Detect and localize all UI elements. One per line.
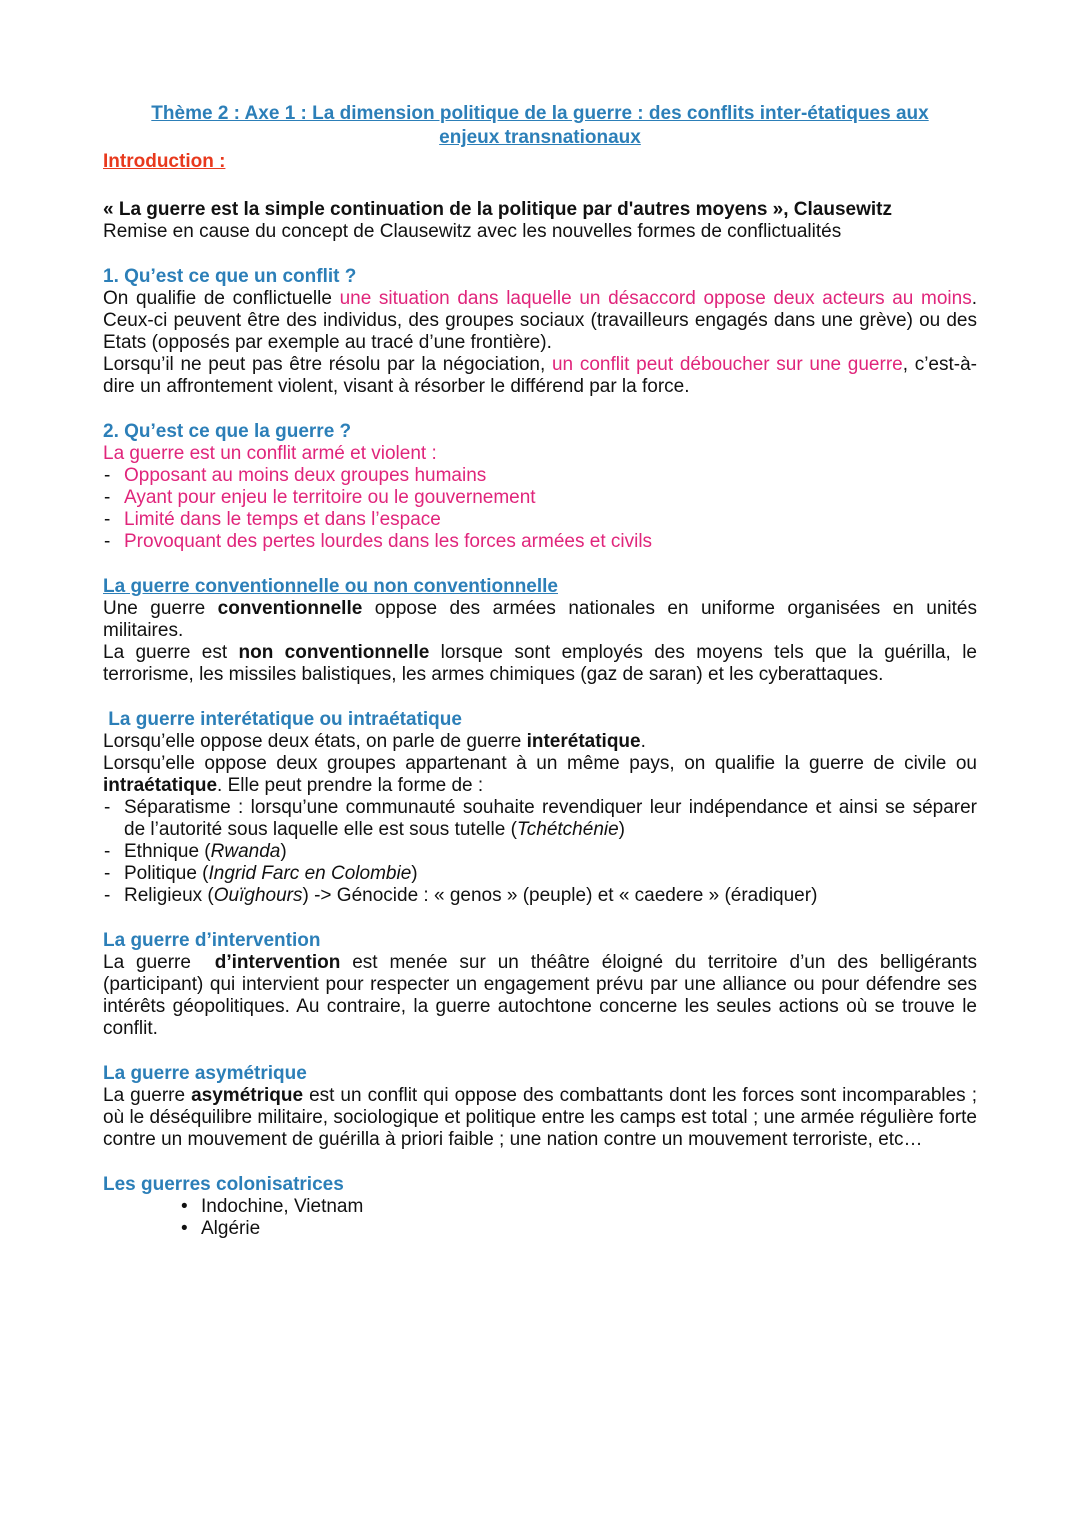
asymmetric-paragraph: La guerre asymétrique est un conflit qui oppose des combattants dont les forces sont incomparables ; où le déséquilibre militaire, sociologique et politique entre les camps est total ; une armée régulière forte contre un mouvement de guérilla à priori faible ; une nation contre un mouvement terroriste, etc… — [103, 1085, 977, 1150]
list-item: - Limité dans le temps et dans l’espace — [103, 509, 977, 531]
intervention-heading: La guerre d’intervention — [103, 930, 321, 951]
interstate-paragraph-2: Lorsqu’elle oppose deux groupes appartenant à un même pays, on qualifie la guerre de civile ou intraétatique. Elle peut prendre la forme de : — [103, 753, 977, 796]
page-title — [103, 102, 977, 150]
list-item: - Provoquant des pertes lourdes dans les forces armées et civils — [103, 531, 977, 553]
highlight-conflict-war: un conflit peut déboucher sur une guerre — [551, 354, 903, 375]
list-item: - Opposant au moins deux groupes humains — [103, 465, 977, 487]
section-2-heading: 2. Qu’est ce que la guerre ? — [103, 421, 352, 442]
colonial-heading: Les guerres colonisatrices — [103, 1174, 344, 1195]
conventional-paragraph-2: La guerre est non conventionnelle lorsque sont employés des moyens tels que la guérilla, le terrorisme, les missiles balistiques, les armes chimiques (gaz de saran) et les cyberattaques. — [103, 642, 977, 685]
section-1-paragraph-1: On qualifie de conflictuelle une situation dans laquelle un désaccord oppose deux acteurs au moins. Ceux-ci peuvent être des individus, des groupes sociaux (travailleurs engagés dans une grève) ou des Etats (opposés par exemple au tracé d’une frontière). — [103, 288, 977, 353]
list-item: - Séparatisme : lorsqu’une communauté souhaite revendiquer leur indépendance et ainsi se séparer de l’autorité sous laquelle elle est sous tutelle (Tchétchénie) — [103, 797, 977, 841]
interstate-heading: La guerre interétatique ou intraétatique — [103, 709, 462, 730]
war-criteria-list — [103, 465, 977, 553]
civil-war-forms-list — [103, 797, 977, 907]
clausewitz-quote: « La guerre est la simple continuation de la politique par d'autres moyens », Clausewitz — [103, 199, 892, 220]
asymmetric-heading: La guerre asymétrique — [103, 1063, 307, 1084]
interstate-paragraph-1: Lorsqu’elle oppose deux états, on parle de guerre interétatique. — [103, 731, 646, 752]
list-item: • Algérie — [181, 1218, 977, 1240]
list-item: - Religieux (Ouïghours) -> Génocide : « genos » (peuple) et « caedere » (éradiquer) — [103, 885, 977, 907]
intervention-paragraph: La guerre d’intervention est menée sur un théâtre éloigné du territoire d’un des belligérants (participant) qui intervient pour respecter un engagement prévu par une alliance ou pour défendre ses intérêts géopolitiques. Au contraire, la guerre autochtone concerne les seules actions où se trouve le conflit. — [103, 952, 983, 1039]
conventional-paragraph-1: Une guerre conventionnelle oppose des armées nationales en uniforme organisées en unités militaires. — [103, 598, 977, 641]
section-1-paragraph-2: Lorsqu’il ne peut pas être résolu par la négociation, un conflit peut déboucher sur une guerre, c’est-à-dire un affrontement violent, visant à résorber le différend par la force. — [103, 354, 977, 397]
list-item: - Politique (Ingrid Farc en Colombie) — [103, 863, 977, 885]
war-definition: La guerre est un conflit armé et violent : — [103, 443, 437, 464]
quote-remark: Remise en cause du concept de Clausewitz avec les nouvelles formes de conflictualités — [103, 221, 842, 242]
title-line-1: Thème 2 : Axe 1 : La dimension politique de la guerre : des conflits inter-étatiques aux — [151, 103, 929, 124]
conventional-heading: La guerre conventionnelle ou non conventionnelle — [103, 576, 558, 597]
list-item: • Indochine, Vietnam — [181, 1196, 977, 1218]
intro-heading: Introduction : — [103, 151, 226, 172]
highlight-definition: une situation dans laquelle un désaccord oppose deux acteurs au moins — [339, 288, 972, 309]
colonial-wars-list — [103, 1196, 977, 1240]
section-1-heading: 1. Qu’est ce que un conflit ? — [103, 266, 357, 287]
list-item: - Ayant pour enjeu le territoire ou le gouvernement — [103, 487, 977, 509]
title-line-2: enjeux transnationaux — [439, 127, 641, 148]
list-item: - Ethnique (Rwanda) — [103, 841, 977, 863]
